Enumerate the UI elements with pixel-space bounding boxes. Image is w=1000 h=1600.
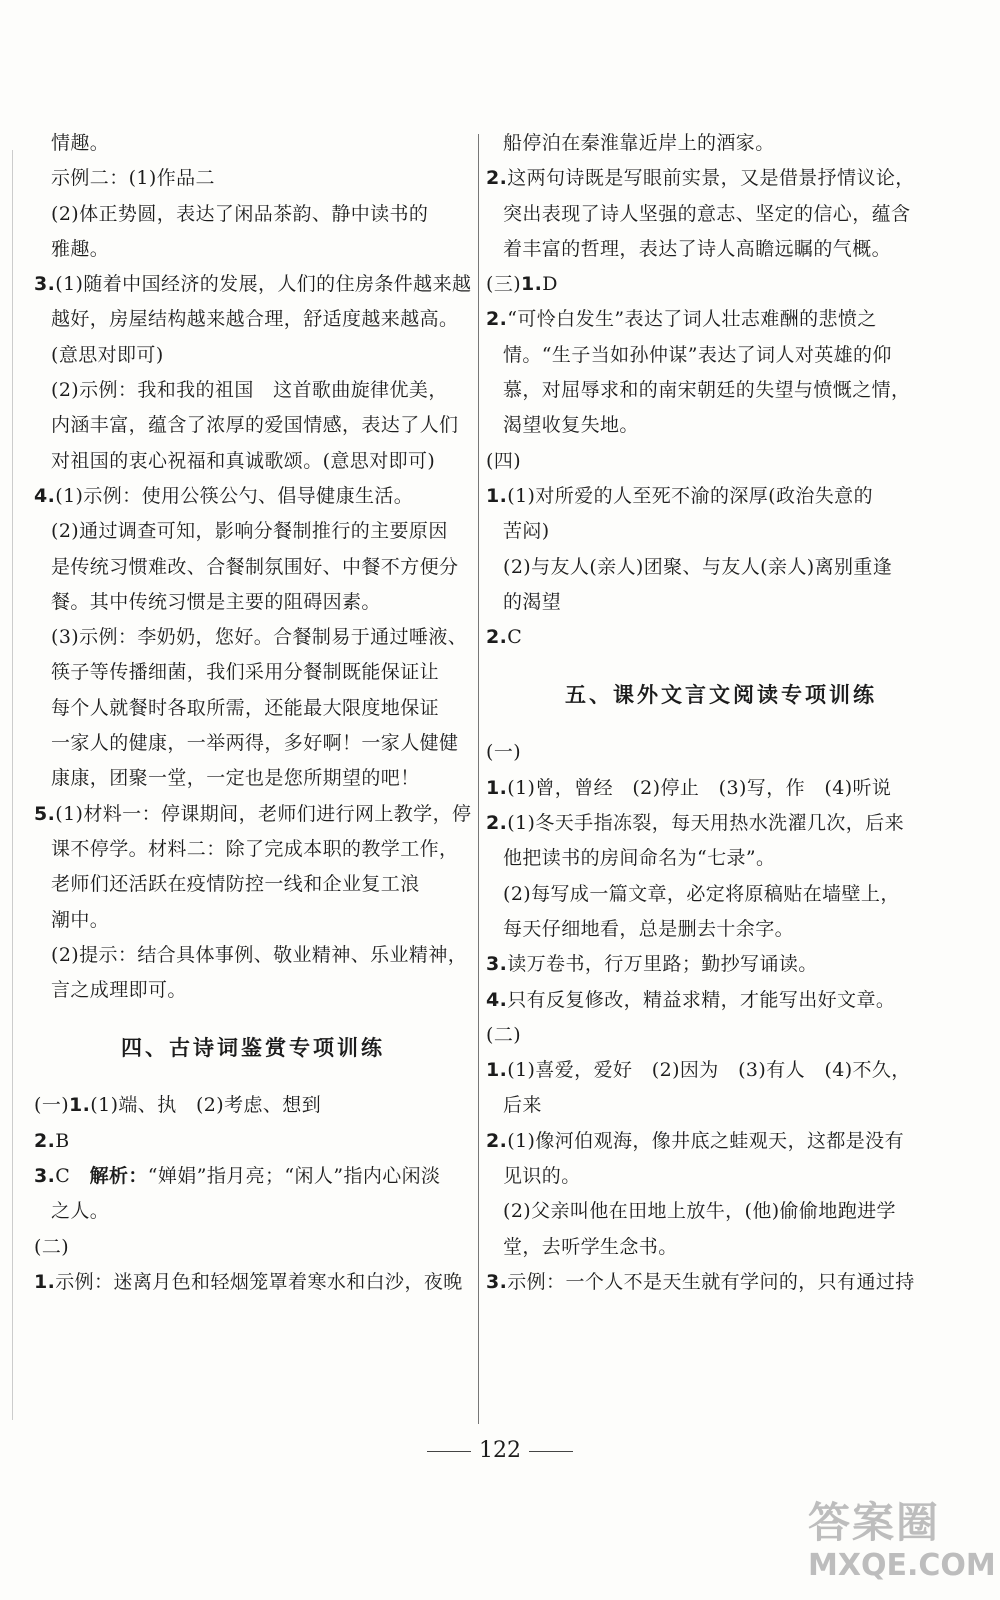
text-line	[486, 373, 956, 408]
question-number: 1.	[69, 1094, 91, 1117]
question-number: 3.	[34, 273, 56, 296]
text-line	[34, 1088, 472, 1123]
text-line	[34, 938, 472, 973]
text-line	[34, 514, 472, 549]
answer-text: 后来	[503, 1094, 542, 1117]
question-number: 1.	[521, 273, 543, 296]
text-line	[34, 444, 472, 479]
answer-text: (1)像河伯观海，像井底之蛙观天，这都是没有	[507, 1129, 904, 1152]
question-number: 3.	[34, 1165, 56, 1188]
answer-text: “婵娟”指月亮；“闲人”指内心闲淡	[147, 1165, 441, 1188]
text-line	[486, 1088, 956, 1123]
text-line	[486, 806, 956, 841]
question-number: 3.	[486, 1270, 508, 1293]
text-line	[34, 232, 472, 267]
answer-text: 渴望收复失地。	[503, 414, 639, 437]
answer-text: C	[507, 626, 523, 649]
text-line	[34, 867, 472, 902]
text-line	[34, 479, 472, 514]
text-line	[34, 1230, 472, 1265]
answer-text: “可怜白发生”表达了词人壮志难酬的悲愤之	[507, 308, 877, 331]
question-number: 2.	[486, 308, 508, 331]
text-line	[34, 761, 472, 796]
answer-text: 每天仔细地看，总是删去十余字。	[503, 917, 795, 940]
answer-text: 情趣。	[51, 132, 110, 154]
text-line	[486, 585, 956, 620]
answer-text: (1)端、执 (2)考虑、想到	[90, 1094, 322, 1117]
page-number: 122	[479, 1438, 521, 1463]
text-line	[486, 444, 956, 479]
text-line	[34, 197, 472, 232]
answer-text: (四)	[486, 449, 522, 472]
answer-text: (1)冬天手指冻裂，每天用热水洗濯几次，后来	[507, 812, 904, 835]
answer-text: (1)曾，曾经 (2)停止 (3)写，作 (4)听说	[507, 776, 892, 799]
answer-text: (1)随着中国经济的发展，人们的住房条件越来越	[55, 273, 472, 296]
answer-text: 情。“生子当如孙仲谋”表达了词人对英雄的仰	[503, 343, 892, 366]
answer-text: 每个人就餐时各取所需，还能最大限度地保证	[51, 696, 440, 719]
answer-text: 示例：一个人不是天生就有学问的，只有通过持	[507, 1270, 915, 1293]
text-line	[486, 302, 956, 337]
left-column	[34, 126, 472, 1300]
question-number: 3.	[486, 953, 508, 976]
column-divider	[478, 134, 479, 1424]
text-line	[34, 797, 472, 832]
answer-text: 苦闷)	[503, 520, 550, 543]
text-line	[486, 338, 956, 373]
question-number: 1.	[486, 484, 508, 507]
answer-text: 康康，团聚一堂，一定也是您所期望的吧！	[51, 767, 420, 790]
text-line	[486, 267, 956, 302]
text-line	[486, 479, 956, 514]
question-number: 1.	[486, 776, 508, 799]
answer-text: (3)示例：李奶奶，您好。合餐制易于通过唾液、	[51, 626, 468, 649]
text-line	[34, 126, 472, 161]
text-line	[486, 735, 956, 770]
answer-text: (2)示例：我和我的祖国 这首歌曲旋律优美，	[51, 379, 448, 402]
text-line	[34, 161, 472, 196]
analysis-label: 解析：	[89, 1165, 148, 1188]
section-heading: 五、课外文言文阅读专项训练	[565, 683, 877, 708]
answer-text: 的渴望	[503, 590, 562, 613]
text-line	[34, 832, 472, 867]
text-line	[34, 267, 472, 302]
answer-text: 内涵丰富，蕴含了浓厚的爱国情感，表达了人们	[51, 414, 459, 437]
answer-text: (1)对所爱的人至死不渝的深厚(政治失意的	[507, 484, 873, 507]
question-number: 2.	[486, 626, 508, 649]
answer-text: 示例：迷离月色和轻烟笼罩着寒水和白沙，夜晚	[55, 1270, 463, 1293]
answer-text: (意思对即可)	[51, 343, 164, 366]
text-line	[34, 903, 472, 938]
answer-text: (1)示例：使用公筷公勺、倡导健康生活。	[55, 484, 414, 507]
question-number: 5.	[34, 802, 56, 825]
answer-text: 餐。其中传统习惯是主要的阻碍因素。	[51, 590, 381, 613]
text-line	[486, 232, 956, 267]
text-line	[34, 585, 472, 620]
text-line	[486, 126, 956, 161]
text-line	[34, 302, 472, 337]
answer-text: (二)	[486, 1023, 522, 1046]
question-number: 4.	[486, 988, 508, 1011]
text-line	[486, 514, 956, 549]
answer-text: (2)体正势圆，表达了闲品茶韵、静中读书的	[51, 202, 429, 225]
answer-text: 言之成理即可。	[51, 979, 187, 1002]
question-number: 2.	[34, 1129, 56, 1152]
text-line	[34, 726, 472, 761]
answer-text: (二)	[34, 1235, 70, 1258]
answer-text: 示例二：(1)作品二	[51, 167, 215, 190]
answer-text: (一)	[486, 741, 522, 764]
answer-text: B	[55, 1129, 70, 1152]
answer-text: 之人。	[51, 1200, 110, 1223]
text-line	[486, 877, 956, 912]
text-line	[486, 912, 956, 947]
answer-text: 读万卷书，行万里路；勤抄写诵读。	[507, 953, 818, 976]
footer-dash-left	[427, 1451, 471, 1452]
text-line	[486, 620, 956, 655]
answer-text: 慕，对屈辱求和的南宋朝廷的失望与愤慨之情，	[503, 379, 911, 402]
answer-text: 船停泊在秦淮靠近岸上的酒家。	[503, 132, 775, 154]
question-number: 1.	[486, 1059, 508, 1082]
answer-text: 这两句诗既是写眼前实景，又是借景抒情议论，	[507, 167, 915, 190]
question-number: 1.	[34, 1270, 56, 1293]
answer-text: 他把读书的房间命名为“七录”。	[503, 847, 776, 870]
text-line	[34, 1265, 472, 1300]
answer-text: 雅趣。	[51, 237, 110, 260]
answer-text: 突出表现了诗人坚强的意志、坚定的信心，蕴含	[503, 202, 911, 225]
text-line	[486, 983, 956, 1018]
answer-text: 筷子等传播细菌，我们采用分餐制既能保证让	[51, 661, 440, 684]
answer-text: 堂，去听学生念书。	[503, 1235, 678, 1258]
watermark	[808, 1498, 994, 1594]
text-line	[34, 408, 472, 443]
answer-text: (1)材料一：停课期间，老师们进行网上教学，停	[55, 802, 472, 825]
answer-text: (2)提示：结合具体事例、敬业精神、乐业精神，	[51, 943, 468, 966]
answer-text: (2)与友人(亲人)团聚、与友人(亲人)离别重逢	[503, 555, 893, 578]
answer-text: (2)父亲叫他在田地上放牛，(他)偷偷地跑进学	[503, 1200, 896, 1223]
section-heading: 四、古诗词鉴赏专项训练	[121, 1036, 385, 1061]
answer-text: 着丰富的哲理，表达了诗人高瞻远瞩的气概。	[503, 237, 892, 260]
answer-text: 一家人的健康，一举两得，多好啊！一家人健健	[51, 732, 459, 755]
text-line	[486, 550, 956, 585]
question-number: 4.	[34, 484, 56, 507]
answer-text: 潮中。	[51, 908, 110, 931]
text-line	[486, 1124, 956, 1159]
answer-text: 对祖国的衷心祝福和真诚歌颂。(意思对即可)	[51, 449, 436, 472]
text-line	[34, 1159, 472, 1194]
text-line	[34, 691, 472, 726]
text-line	[34, 620, 472, 655]
text-line	[486, 1053, 956, 1088]
text-line	[34, 655, 472, 690]
answer-text: C	[55, 1165, 90, 1188]
page-edge-line	[12, 150, 13, 1420]
text-line	[486, 197, 956, 232]
answer-text: 老师们还活跃在疫情防控一线和企业复工浪	[51, 873, 420, 896]
answer-text: 是传统习惯难改、合餐制氛围好、中餐不方便分	[51, 555, 459, 578]
subsection-label: (一)	[34, 1094, 70, 1117]
subsection-label: (三)	[486, 273, 522, 296]
watermark-url: MXQE.COM	[808, 1548, 996, 1583]
text-line	[34, 550, 472, 585]
answer-text: D	[542, 273, 558, 296]
text-line	[486, 1159, 956, 1194]
answer-text: 见识的。	[503, 1165, 581, 1188]
text-line	[486, 161, 956, 196]
question-number: 2.	[486, 167, 508, 190]
text-line	[34, 1194, 472, 1229]
answer-text: 越好，房屋结构越来越合理，舒适度越来越高。	[51, 308, 459, 331]
text-line	[486, 1230, 956, 1265]
text-line	[34, 373, 472, 408]
text-line	[486, 947, 956, 982]
answer-text: 只有反复修改，精益求精，才能写出好文章。	[507, 988, 896, 1011]
text-line	[486, 841, 956, 876]
text-line	[34, 1124, 472, 1159]
text-line	[486, 1194, 956, 1229]
answer-text: (2)通过调查可知，影响分餐制推行的主要原因	[51, 520, 448, 543]
answer-text: (1)喜爱，爱好 (2)因为 (3)有人 (4)不久，	[507, 1059, 911, 1082]
text-line	[34, 338, 472, 373]
question-number: 2.	[486, 812, 508, 835]
watermark-logo: 答案圈	[808, 1498, 941, 1547]
footer-dash-right	[529, 1451, 573, 1452]
question-number: 2.	[486, 1129, 508, 1152]
answer-text: (2)每写成一篇文章，必定将原稿贴在墙壁上，	[503, 882, 900, 905]
text-line	[486, 771, 956, 806]
text-line	[486, 1018, 956, 1053]
text-line	[486, 1265, 956, 1300]
page-footer	[0, 1438, 1000, 1463]
answer-text: 课不停学。材料二：除了完成本职的教学工作，	[51, 837, 459, 860]
text-line	[486, 408, 956, 443]
text-line	[34, 973, 472, 1008]
right-column	[486, 126, 956, 1300]
